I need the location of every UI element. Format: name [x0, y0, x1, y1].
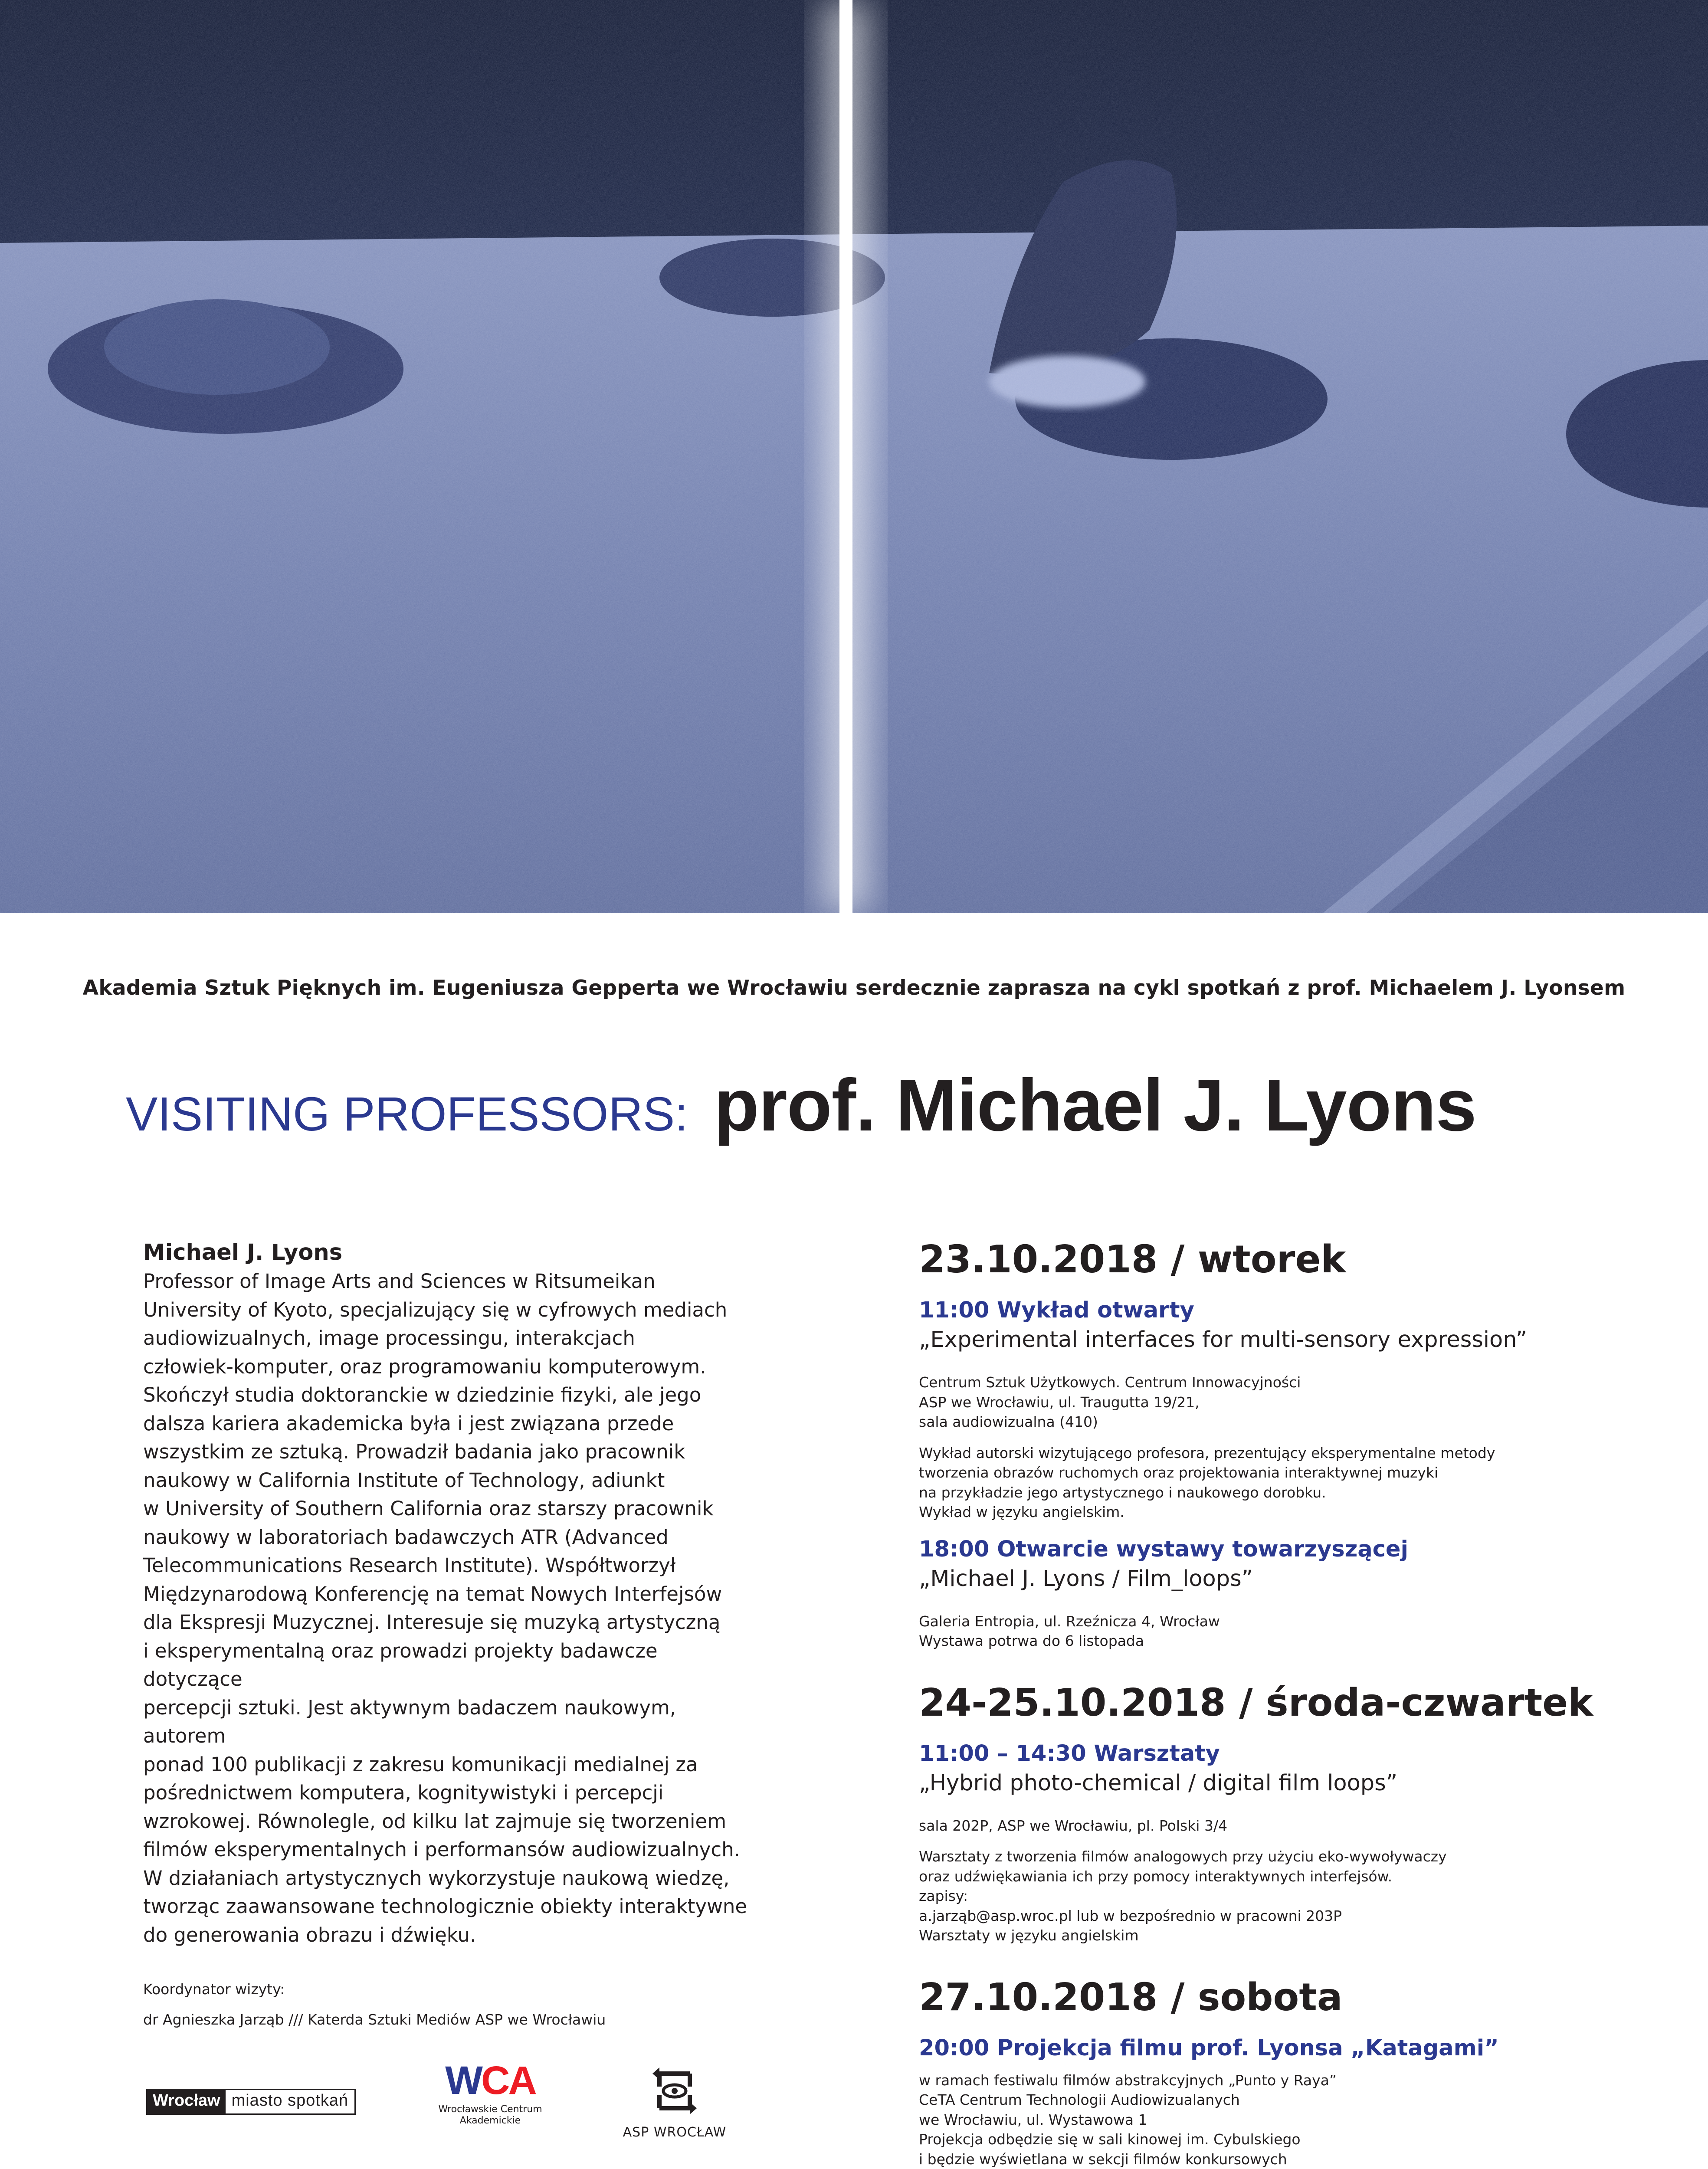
wca-letters: [429, 2058, 551, 2103]
wca-logo: [429, 2058, 551, 2147]
schedule-day: [919, 1679, 1613, 1946]
event-time: 11:00 – 14:30 Warsztaty: [919, 1740, 1220, 1766]
zen-garden-photo: [0, 0, 1708, 913]
event-location: Centrum Sztuk Użytkowych. Centrum Innowacyjności ASP we Wrocławiu, ul. Traugutta 19/21, sala audiowizualna (410): [919, 1374, 1301, 1430]
event-time: 11:00 Wykład otwarty: [919, 1297, 1194, 1323]
event-location: sala 202P, ASP we Wrocławiu, pl. Polski 3/4: [919, 1817, 1228, 1834]
schedule-event: [919, 1740, 1613, 1946]
day-date: 23.10.2018 / wtorek: [919, 1237, 1346, 1281]
schedule-event: [919, 1535, 1613, 1651]
asp-logo: [618, 2065, 731, 2152]
schedule-column: [919, 1235, 1613, 2169]
hero-photo: [0, 0, 1708, 913]
wca-ca: CA: [481, 2058, 535, 2103]
event-title: „Experimental interfaces for multi-sensory expression”: [919, 1327, 1528, 1353]
wca-w: W: [445, 2058, 481, 2103]
schedule-event: [919, 2034, 1613, 2169]
event-location: Galeria Entropia, ul. Rzeźnicza 4, Wrocław Wystawa potrwa do 6 listopada: [919, 1612, 1220, 1649]
partner-logos: [143, 2048, 759, 2147]
coordinator-label: Koordynator wizyty:: [143, 1981, 285, 1998]
bio-name: Michael J. Lyons: [143, 1240, 343, 1265]
asp-emblem-icon: [651, 2065, 698, 2117]
event-title: „Michael J. Lyons / Film_loops”: [919, 1566, 1253, 1592]
day-date: 24-25.10.2018 / środa-czwartek: [919, 1680, 1593, 1725]
wroclaw-tagline: miasto spotkań: [231, 2091, 349, 2110]
wroclaw-city-logo: [146, 2089, 356, 2115]
event-description: Warsztaty z tworzenia filmów analogowych przy użyciu eko-wywoływaczy oraz udźwiękawiania ich przy pomocy interaktywnych interfejsów. zapisy: a.jarząb@asp.wroc.pl lub w bezpośrednio w pracowni 203P Warsztaty w języku angielskim: [919, 1848, 1447, 1944]
day-date: 27.10.2018 / sobota: [919, 1975, 1343, 2019]
coordinator-person: dr Agnieszka Jarząb /// Katerda Sztuki Mediów ASP we Wrocławiu: [143, 2011, 606, 2028]
series-label: VISITING PROFESSORS:: [126, 1088, 688, 1141]
coordinator: [143, 1974, 759, 2035]
professor-name: prof. Michael J. Lyons: [714, 1064, 1476, 1147]
event-time: 20:00 Projekcja filmu prof. Lyonsa „Katagami”: [919, 2035, 1499, 2061]
wca-subtitle: Wrocławskie Centrum Akademickie: [438, 2104, 542, 2126]
event-title: „Hybrid photo-chemical / digital film loops”: [919, 1770, 1398, 1796]
asp-label: ASP WROCŁAW: [623, 2125, 727, 2140]
title-row: [126, 1063, 1476, 1148]
event-description: Wykład autorski wizytującego profesora, prezentujący eksperymentalne metody tworzenia obrazów ruchomych oraz projektowania interaktywnej muzyki na przykładzie jego artystycznego i naukowego dorobku. Wykład w języku angielskim.: [919, 1444, 1495, 1520]
wroclaw-city-word: Wrocław: [148, 2090, 226, 2113]
bio-text: Professor of Image Arts and Sciences w Ritsumeikan University of Kyoto, specjalizujący się w cyfrowych mediach audiowizualnych, image processingu, interakcjach człowiek-komputer, oraz programowaniu komputerowym. Skończył studia doktoranckie w dziedzinie fizyki, ale jego dalsza kariera akademicka była i jest związana przede wszystkim ze sztuką. Prowadził badania jako pracownik naukowy w California Institute of Technology, adiunkt w University of Southern California oraz starszy pracownik naukowy w laboratoriach badawczych ATR (Advanced Telecommunications Research Institute). Współtworzył Międzynarodową Konferencję na temat Nowych Interfejsów dla Ekspresji Muzycznej. Interesuje się muzyką artystyczną i eksperymentalną oraz prowadzi projekty badawcze dotyczące percepcji sztuki. Jest aktywnym badaczem naukowym, autorem ponad 100 publikacji z zakresu komunikacji medialnej za pośrednictwem komputera, kognitywistyki i percepcji wzrokowej. Równolegle, od kilku lat zajmuje się tworzeniem filmów eksperymentalnych i performansów audiowizualnych. W działaniach artystycznych wykorzystuje naukową wiedzę, tworząc zaawansowane technologicznie obiekty interaktywne do generowania obrazu i dźwięku.: [143, 1270, 747, 1946]
invitation-text: Akademia Sztuk Pięknych im. Eugeniusza Gepperta we Wrocławiu serdecznie zaprasza na cykl spotkań z prof. Michaelem J. Lyonsem: [82, 976, 1626, 1000]
schedule-day: [919, 1235, 1613, 1651]
schedule-event: [919, 1296, 1613, 1522]
event-description: w ramach festiwalu filmów abstrakcyjnych „Punto y Raya” CeTA Centrum Technologii Audiowizualanych we Wrocławiu, ul. Wystawowa 1 Projekcja odbędzie się w sali kinowej im. Cybulskiego i będzie wyświetlana w sekcji filmów konkursowych: [919, 2071, 1337, 2168]
event-time: 18:00 Otwarcie wystawy towarzyszącej: [919, 1536, 1408, 1562]
schedule-day: [919, 1973, 1613, 2169]
bio-column: [143, 1238, 759, 2035]
